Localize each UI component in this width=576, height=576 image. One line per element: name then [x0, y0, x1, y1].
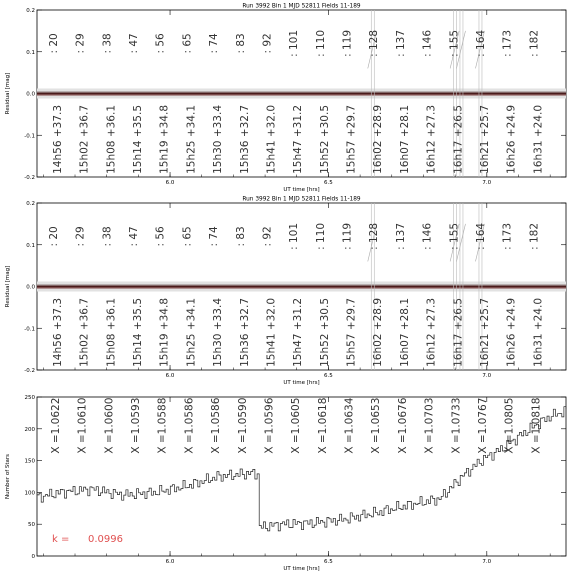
coordinate-label: 15h02 +36.7	[78, 297, 91, 367]
y-tick-label: 0.2	[26, 201, 35, 207]
y-tick-label: 0.0	[26, 284, 35, 291]
coordinate-label: 15h30 +33.4	[212, 104, 225, 174]
field-number-label: : 182	[528, 29, 541, 57]
coordinate-label: 16h26 +24.9	[505, 297, 518, 367]
field-number-label: : 47	[128, 226, 141, 247]
field-number-label: : 119	[341, 222, 354, 250]
airmass-label: X =1.0622	[50, 397, 62, 454]
coordinate-label: 15h36 +32.7	[238, 104, 251, 174]
airmass-label: X =1.0586	[210, 397, 223, 454]
y-axis-label: Residual [mag]	[5, 72, 11, 115]
airmass-label: X =1.0593	[130, 397, 143, 454]
airmass-label: X =1.0805	[503, 397, 516, 454]
coordinate-label: 15h36 +32.7	[238, 297, 251, 367]
coordinate-label: 15h19 +34.8	[158, 297, 171, 367]
field-number-label: : 119	[341, 29, 354, 57]
y-tick-label: 0.0	[26, 91, 35, 98]
field-number-label: : 56	[154, 33, 167, 54]
coordinate-label: 15h02 +36.7	[78, 104, 91, 174]
x-tick-label: 6.0	[165, 559, 175, 565]
coordinate-label: 15h57 +29.7	[345, 297, 358, 367]
field-number-label: : 65	[181, 33, 194, 54]
field-number-label: : 101	[288, 29, 301, 57]
x-axis-label: UT time [hrs]	[283, 187, 320, 193]
coordinate-label: 16h31 +24.0	[532, 104, 545, 174]
field-number-label: : 164	[474, 29, 487, 57]
coordinate-label: 15h57 +29.7	[345, 104, 358, 174]
y-tick-label: -0.2	[24, 368, 35, 374]
coordinate-label: 15h14 +35.5	[132, 297, 145, 367]
extinction-k-value: 0.0996	[88, 534, 123, 546]
coordinate-label: 16h07 +28.1	[398, 297, 411, 367]
airmass-label: X =1.0767	[476, 397, 489, 454]
chart-title: Run 3992 Bin 1 MJD 52811 Fields 11-189	[242, 196, 361, 203]
coordinate-label: 15h19 +34.8	[158, 104, 171, 174]
field-number-label: : 146	[421, 29, 434, 57]
y-axis-label: Number of Stars	[5, 453, 11, 500]
y-tick-label: 0.1	[26, 242, 35, 249]
field-number-label: : 29	[74, 226, 87, 247]
y-tick-label: 0	[31, 554, 35, 560]
coordinate-label: 15h14 +35.5	[132, 104, 145, 174]
coordinate-label: 16h02 +28.9	[372, 297, 385, 367]
coordinate-label: 15h25 +34.1	[185, 104, 198, 174]
field-number-label: : 92	[261, 226, 274, 247]
field-number-label: : 137	[394, 222, 407, 250]
airmass-label: X =1.0590	[236, 397, 249, 454]
airmass-label: X =1.0703	[423, 397, 436, 454]
coordinate-label: 15h25 +34.1	[185, 297, 198, 367]
coordinate-label: 15h47 +31.2	[292, 104, 305, 174]
y-tick-label: 0.2	[26, 8, 35, 14]
airmass-label: X =1.0596	[263, 397, 276, 454]
field-number-label: : 38	[101, 33, 114, 54]
x-tick-label: 7.0	[482, 180, 492, 186]
coordinate-label: 16h21 +25.7	[478, 297, 491, 367]
airmass-label: X =1.0618	[316, 397, 329, 454]
field-number-label: : 83	[234, 226, 247, 247]
coordinate-label: 14h56 +37.3	[52, 297, 64, 367]
coordinate-label: 16h02 +28.9	[372, 104, 385, 174]
field-number-label: : 101	[288, 222, 301, 250]
y-tick-label: 250	[24, 395, 35, 401]
y-tick-label: -0.1	[24, 133, 35, 140]
field-number-label: : 155	[448, 222, 461, 250]
field-number-label: : 29	[74, 33, 87, 54]
chart-title: Run 3992 Bin 1 MJD 52811 Fields 11-189	[242, 3, 361, 10]
field-number-label: : 110	[314, 29, 327, 57]
field-number-label: : 155	[448, 29, 461, 57]
coordinate-label: 16h21 +25.7	[478, 104, 491, 174]
airmass-label: X =1.0676	[396, 397, 409, 454]
y-tick-label: 200	[24, 426, 35, 433]
field-number-label: : 110	[314, 222, 327, 250]
y-tick-label: 0.1	[26, 49, 35, 56]
x-tick-label: 6.5	[324, 559, 333, 565]
coordinate-label: 16h17 +26.5	[452, 297, 465, 367]
coordinate-label: 16h07 +28.1	[398, 104, 411, 174]
field-number-label: : 92	[261, 33, 274, 54]
field-number-label: : 47	[128, 33, 141, 54]
y-tick-label: 100	[24, 490, 35, 497]
field-number-label: : 74	[208, 226, 221, 247]
coordinate-label: 16h12 +27.3	[425, 297, 438, 367]
field-number-label: : 74	[208, 33, 221, 54]
airmass-label: X =1.0818	[530, 397, 543, 454]
x-tick-label: 7.0	[482, 373, 492, 379]
airmass-label: X =1.0733	[450, 397, 463, 454]
coordinate-label: 15h08 +36.1	[105, 104, 118, 174]
y-tick-label: 50	[28, 522, 35, 529]
x-tick-label: 6.5	[324, 373, 333, 379]
field-number-label: : 38	[101, 226, 114, 247]
field-number-label: : 128	[368, 222, 381, 250]
y-tick-label: 150	[24, 458, 35, 465]
airmass-label: X =1.0634	[343, 397, 356, 454]
field-number-label: : 173	[501, 222, 514, 250]
field-number-label: : 83	[234, 33, 247, 54]
y-tick-label: -0.2	[24, 175, 35, 181]
field-number-label: : 164	[474, 222, 487, 250]
coordinate-label: 15h52 +30.5	[318, 297, 331, 367]
field-number-label: : 146	[421, 222, 434, 250]
airmass-label: X =1.0588	[156, 397, 169, 454]
coordinate-label: 14h56 +37.3	[52, 104, 64, 174]
field-number-label: : 182	[528, 222, 541, 250]
coordinate-label: 15h52 +30.5	[318, 104, 331, 174]
field-number-label: : 128	[368, 29, 381, 57]
x-axis-label: UT time [hrs]	[283, 566, 320, 572]
coordinate-label: 15h41 +32.0	[265, 104, 278, 174]
airmass-label: X =1.0586	[183, 397, 196, 454]
coordinate-label: 15h47 +31.2	[292, 297, 305, 367]
y-axis-label: Residual [mag]	[5, 265, 11, 308]
x-tick-label: 6.5	[324, 180, 333, 186]
field-number-label: : 20	[48, 33, 60, 54]
coordinate-label: 16h17 +26.5	[452, 104, 465, 174]
coordinate-label: 15h41 +32.0	[265, 297, 278, 367]
coordinate-label: 16h12 +27.3	[425, 104, 438, 174]
airmass-label: X =1.0600	[103, 397, 116, 454]
airmass-label: X =1.0605	[290, 397, 303, 454]
x-tick-label: 6.0	[165, 180, 175, 186]
x-tick-label: 6.0	[165, 373, 175, 379]
coordinate-label: 15h08 +36.1	[105, 297, 118, 367]
field-number-label: : 65	[181, 226, 194, 247]
extinction-k-label: k =	[52, 534, 70, 546]
field-number-label: : 56	[154, 226, 167, 247]
airmass-label: X =1.0653	[370, 397, 383, 454]
field-number-label: : 173	[501, 29, 514, 57]
coordinate-label: 16h31 +24.0	[532, 297, 545, 367]
coordinate-label: 15h30 +33.4	[212, 297, 225, 367]
y-tick-label: -0.1	[24, 326, 35, 333]
airmass-label: X =1.0610	[76, 397, 89, 454]
x-tick-label: 7.0	[482, 559, 492, 565]
x-axis-label: UT time [hrs]	[283, 380, 320, 386]
field-number-label: : 20	[48, 226, 60, 247]
field-number-label: : 137	[394, 29, 407, 57]
coordinate-label: 16h26 +24.9	[505, 104, 518, 174]
